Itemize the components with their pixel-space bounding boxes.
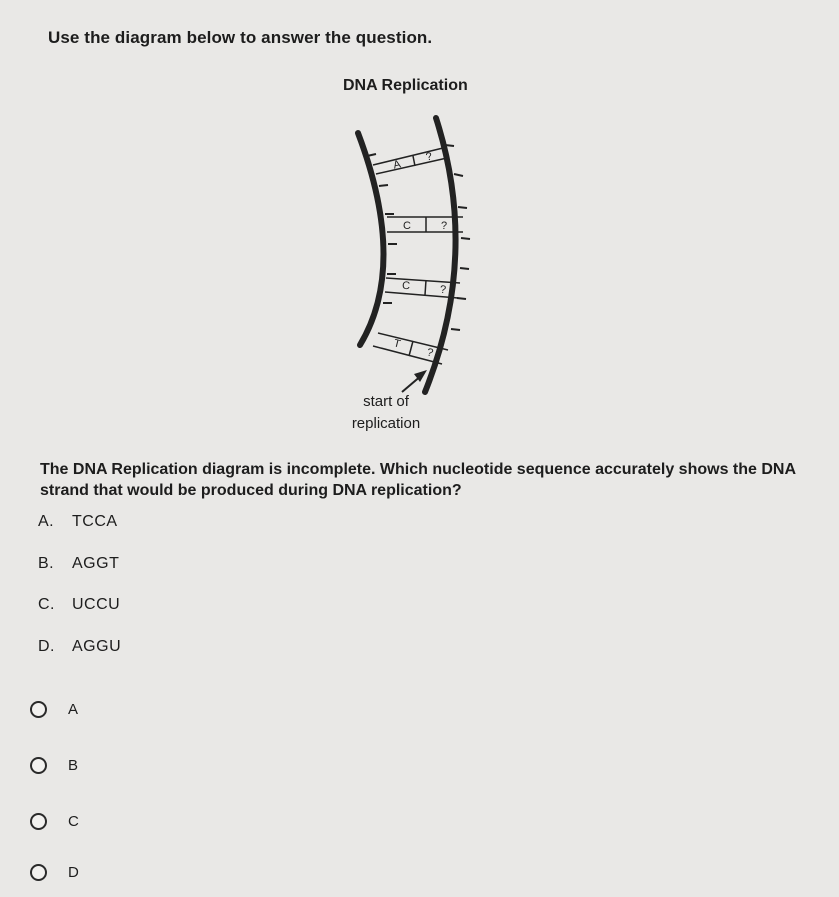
answer-option-a-label[interactable]: A (68, 700, 79, 718)
complement-label-1: ? (424, 150, 434, 164)
rung-1-bottom (376, 158, 447, 174)
radio-button-b[interactable] (30, 757, 47, 774)
base-label-2: C (403, 220, 411, 232)
complement-label-4: ? (425, 346, 435, 360)
answer-option-a[interactable] (30, 697, 78, 721)
rung-1-divider (413, 156, 415, 166)
choice-d-letter: D. (38, 638, 55, 655)
base-label-3: C (401, 279, 411, 293)
choice-c-text: UCCU (72, 596, 121, 613)
choice-b (38, 555, 119, 573)
radio-button-d[interactable] (30, 864, 47, 881)
radio-button-a[interactable] (30, 701, 47, 718)
rung-3-top (386, 278, 460, 283)
rung-1-top (373, 148, 443, 165)
choice-b-text: AGGT (72, 555, 120, 572)
dna-left-strand (358, 133, 384, 345)
complement-label-2: ? (440, 220, 448, 232)
radio-button-c[interactable] (30, 813, 47, 830)
caption-line-1: start of (363, 393, 409, 410)
answer-option-d-label[interactable]: D (68, 863, 79, 881)
answer-option-b-label[interactable]: B (68, 756, 79, 774)
rung-3-divider (425, 280, 426, 295)
base-label-4: T (392, 337, 402, 351)
caption-line-2: replication (351, 415, 421, 432)
answer-option-b[interactable] (30, 753, 78, 777)
rung-4-divider (409, 341, 413, 356)
choice-a-letter: A. (38, 513, 55, 530)
choice-c-letter: C. (38, 596, 55, 613)
dna-ladder-diagram (330, 100, 530, 440)
question-text: The DNA Replication diagram is incomplete. Which nucleotide sequence accurately shows the DNA strand that would be produced during DNA replication? (40, 461, 796, 499)
choice-a (38, 513, 118, 531)
complement-label-3: ? (439, 283, 447, 297)
rung-3-bottom (385, 292, 458, 298)
answer-option-c[interactable] (30, 809, 79, 833)
diagram-title: DNA Replication (343, 77, 468, 94)
choice-a-text: TCCA (72, 513, 118, 530)
choice-c (38, 596, 120, 614)
base-label-1: A (392, 158, 402, 172)
instruction-text: Use the diagram below to answer the question. (48, 28, 433, 47)
choice-d (38, 638, 121, 656)
choice-b-letter: B. (38, 555, 55, 572)
choice-d-text: AGGU (72, 638, 122, 655)
answer-option-d[interactable] (30, 860, 79, 884)
answer-option-c-label[interactable]: C (68, 812, 79, 830)
